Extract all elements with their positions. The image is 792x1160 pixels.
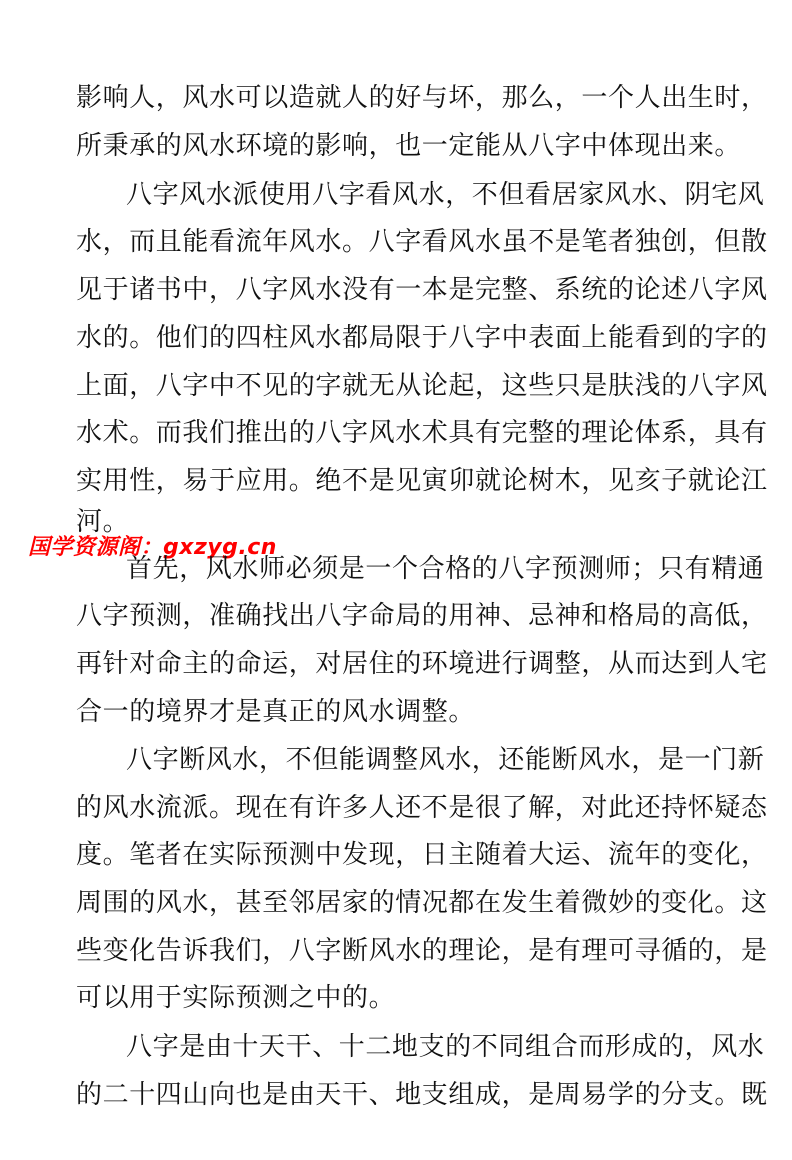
watermark-text: 国学资源阁：gxzyg.cn [28,535,277,560]
text-line: 合一的境界才是真正的风水调整。 [76,697,476,727]
text-line: 的二十四山向也是由天干、地支组成，是周易学的分支。既 [76,1080,768,1110]
text-line: 所秉承的风水环境的影响，也一定能从八字中体现出来。 [76,131,742,161]
paragraph-start-line: 八字是由十天干、十二地支的不同组合而形成的，风水 [126,1032,765,1062]
text-line: 实用性，易于应用。绝不是见寅卯就论树木，见亥子就论江 [76,466,768,496]
text-line: 再针对命主的命运，对居住的环境进行调整，从而达到人宅 [76,649,768,679]
text-line: 河。 [76,507,130,537]
text-line: 的风水流派。现在有许多人还不是很了解，对此还持怀疑态 [76,793,768,823]
text-line: 度。笔者在实际预测中发现，日主随着大运、流年的变化， [76,840,768,870]
paragraph-start-line: 八字断风水，不但能调整风水，还能断风水，是一门新 [126,745,765,775]
paragraph-start-line: 八字风水派使用八字看风水，不但看居家风水、阴宅风 [126,180,765,210]
text-line: 周围的风水，甚至邻居家的情况都在发生着微妙的变化。这 [76,888,768,918]
text-line: 见于诸书中，八字风水没有一本是完整、系统的论述八字风 [76,275,768,305]
text-line: 水的。他们的四柱风水都局限于八字中表面上能看到的字的 [76,323,768,353]
text-line: 可以用于实际预测之中的。 [76,983,396,1013]
text-line: 水术。而我们推出的八字风水术具有完整的理论体系，具有 [76,418,768,448]
text-line: 八字预测，准确找出八字命局的用神、忌神和格局的高低， [76,601,768,631]
paragraph-start-line: 首先，风水师必须是一个合格的八字预测师；只有精通 [126,554,765,584]
text-line: 水，而且能看流年风水。八字看风水虽不是笔者独创，但散 [76,227,768,257]
text-line: 上面，八字中不见的字就无从论起，这些只是肤浅的八字风 [76,371,768,401]
text-line: 影响人，风水可以造就人的好与坏，那么，一个人出生时， [76,83,768,113]
text-line: 些变化告诉我们，八字断风水的理论，是有理可寻循的，是 [76,936,768,966]
